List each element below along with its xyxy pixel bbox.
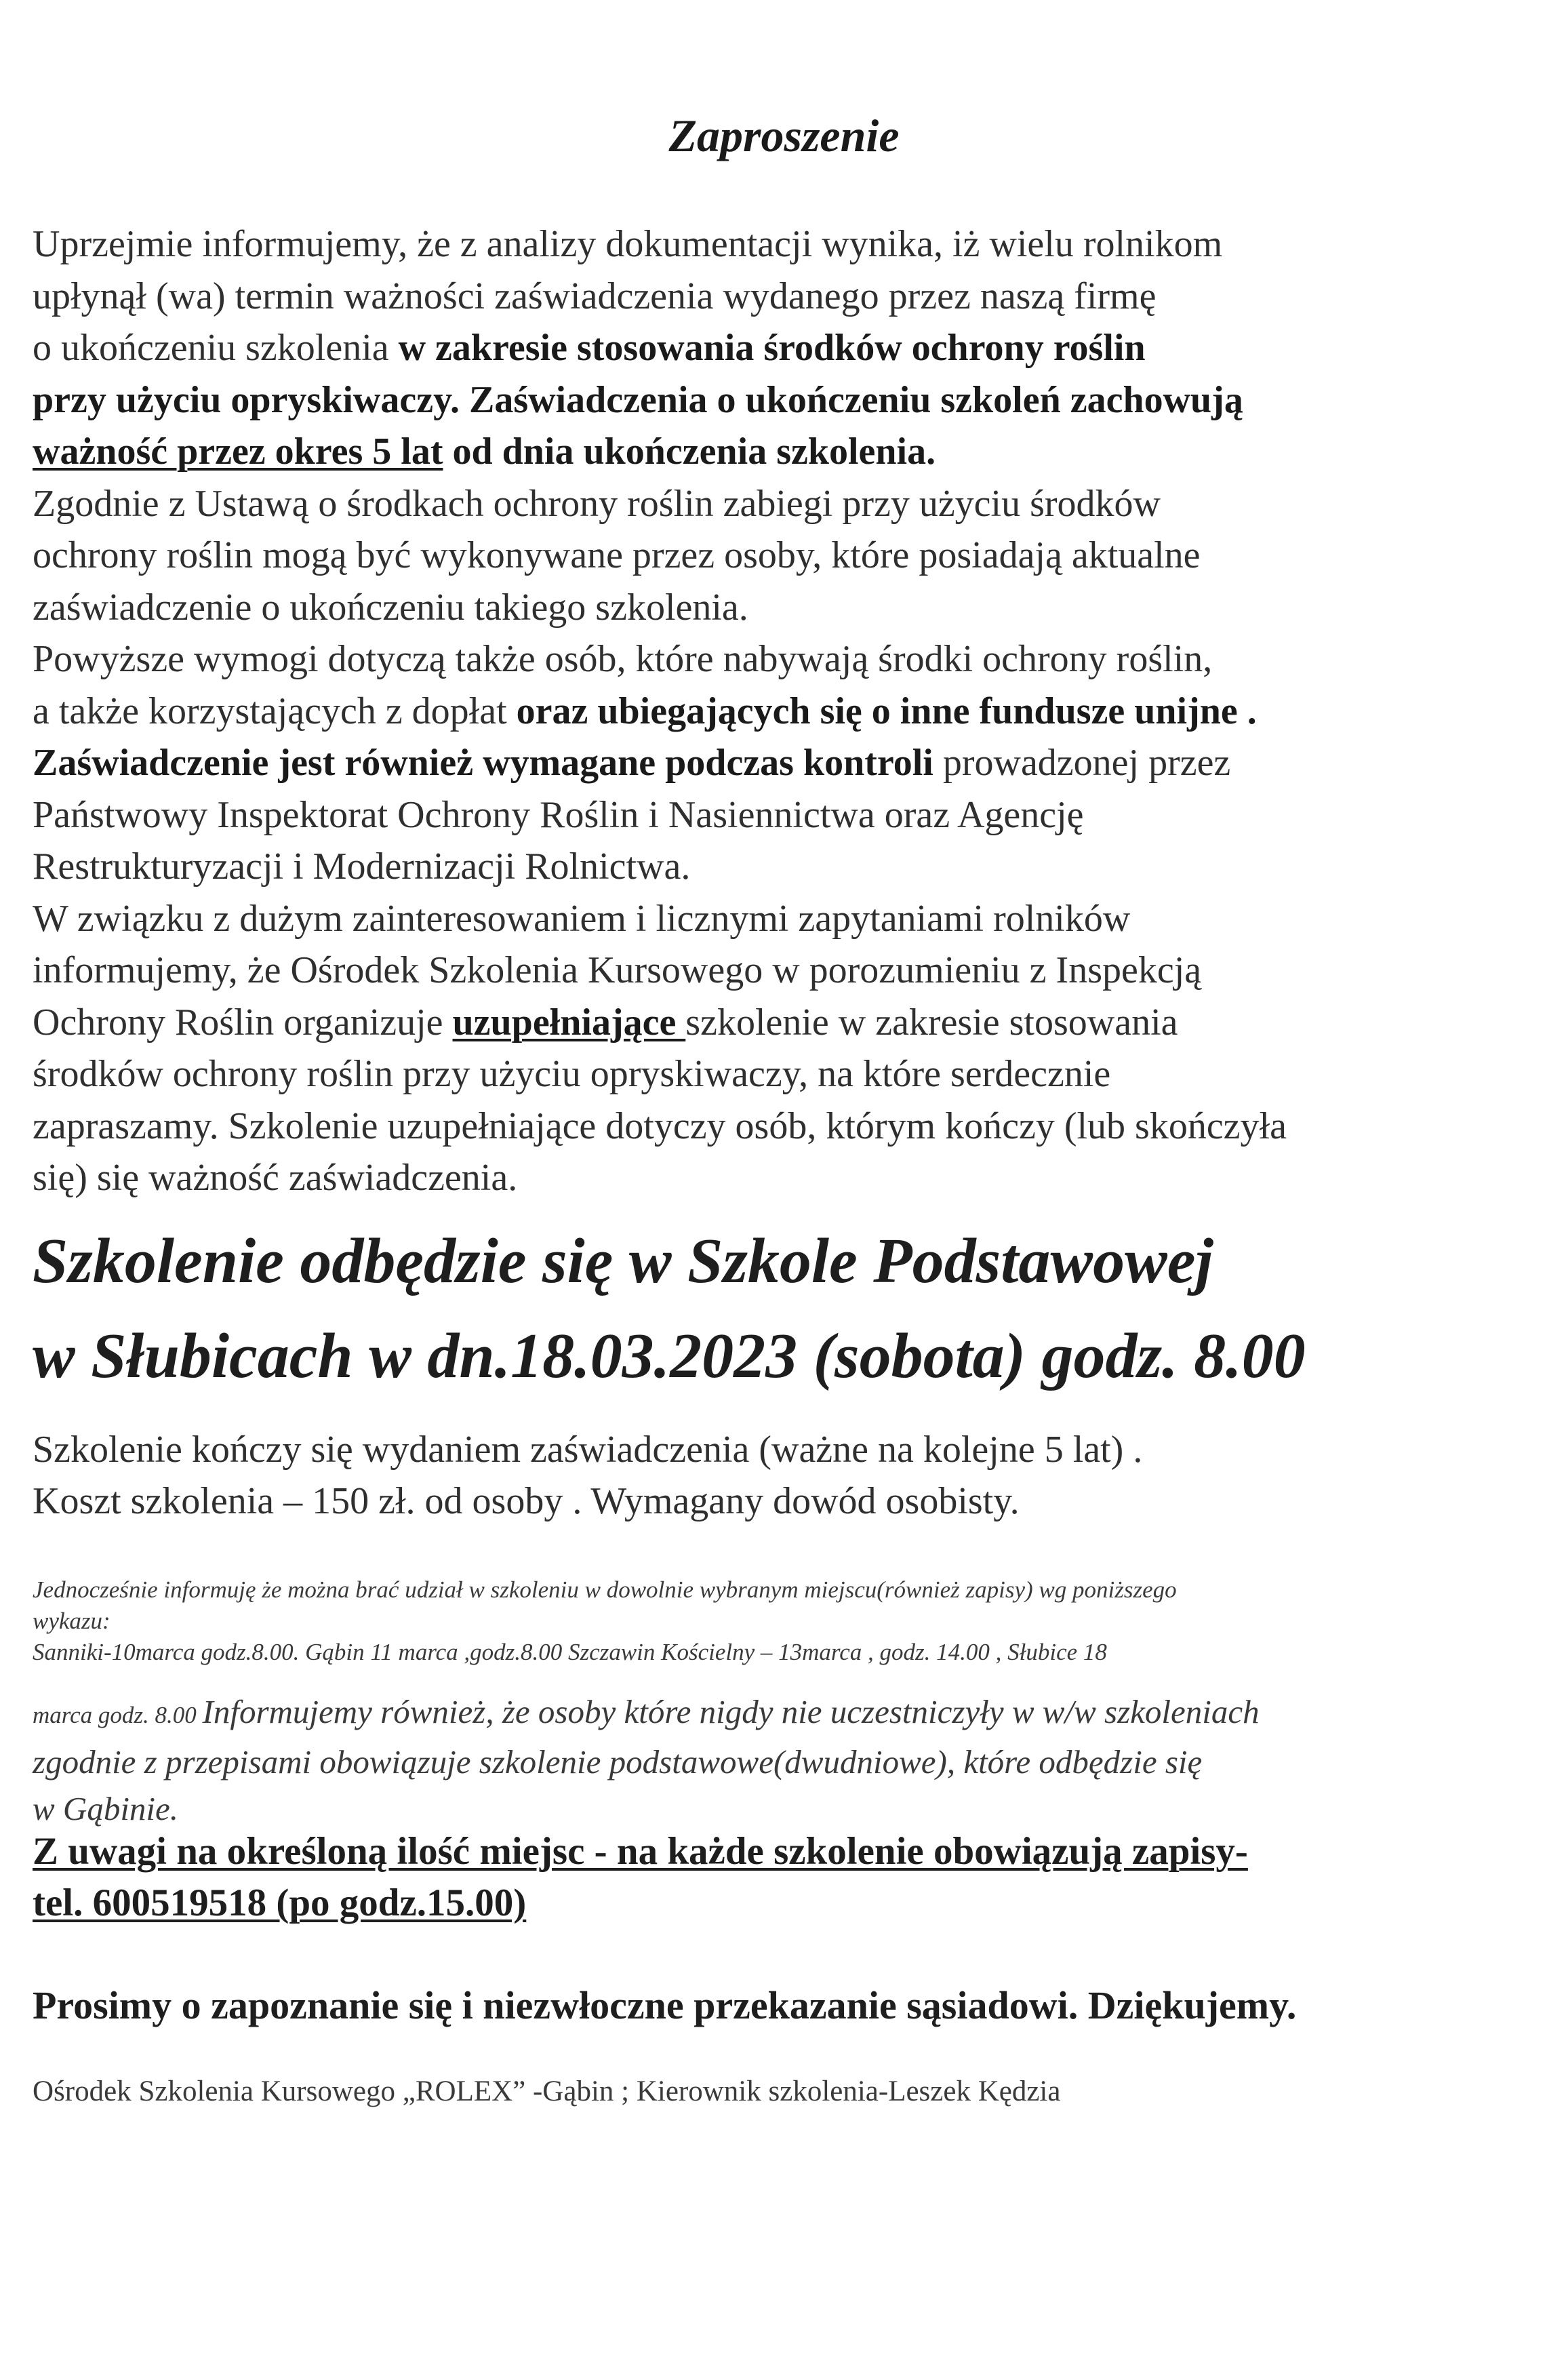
intro-line: ochrony roślin mogą być wykonywane przez osoby, które posiadają aktualne — [33, 534, 1201, 576]
intro-line — [33, 322, 1551, 374]
info-line: Koszt szkolenia – 150 zł. od osoby . Wymagany dowód osobisty. — [33, 1480, 1020, 1522]
intro-line-part: prowadzonej przez — [933, 742, 1231, 784]
intro-line-part: a także korzystających z dopłat — [33, 690, 517, 732]
notice-line: Sanniki-10marca godz.8.00. Gąbin 11 marca ,godz.8.00 Szczawin Kościelny – 13marca , godz. 14.00 , Słubice 18 — [33, 1639, 1107, 1665]
headline-line: w Słubicach w dn.18.03.2023 (sobota) godz. 8.00 — [33, 1321, 1306, 1391]
intro-line: przy użyciu opryskiwaczy. Zaświadczenia o ukończeniu szkoleń zachowują — [33, 378, 1243, 421]
basic-training-notice — [33, 1688, 1558, 1832]
intro-line: Restrukturyzacji i Modernizacji Rolnictwa. — [33, 846, 691, 888]
intro-line: zaświadczenie o ukończeniu takiego szkolenia. — [33, 586, 748, 629]
intro-line: W związku z dużym zainteresowaniem i licznymi zapytaniami rolników — [33, 897, 1131, 940]
intro-line-bold: w zakresie stosowania środków ochrony roślin — [398, 327, 1146, 369]
schedule-list — [33, 1637, 1558, 1668]
notice-line: zgodnie z przepisami obowiązuje szkolenie podstawowe(dwudniowe), które odbędzie się — [33, 1743, 1203, 1781]
intro-line: się) się ważność zaświadczenia. — [33, 1157, 518, 1199]
document-title: Zaproszenie — [668, 110, 900, 161]
intro-line: upłynął (wa) termin ważności zaświadczenia wydanego przez naszą firmę — [33, 275, 1157, 317]
intro-line: Powyższe wymogi dotyczą także osób, które nabywają środki ochrony roślin, — [33, 638, 1213, 680]
intro-line-bold: Zaświadczenie jest również wymagane podczas kontroli — [33, 742, 933, 784]
intro-line — [33, 685, 1551, 738]
notice-line: w Gąbinie. — [33, 1790, 179, 1827]
intro-line — [33, 997, 1551, 1049]
schedule-notice — [33, 1574, 1558, 1637]
training-info — [33, 1424, 1551, 1527]
intro-line: środków ochrony roślin przy użyciu opryskiwaczy, na które serdecznie — [33, 1053, 1111, 1095]
headline-line: Szkolenie odbędzie się w Szkole Podstawowej — [33, 1226, 1213, 1296]
intro-line-part: Ochrony Roślin organizuje — [33, 1001, 453, 1043]
intro-line-bold: oraz ubiegających się o inne fundusze unijne . — [516, 690, 1257, 732]
closing-request: Prosimy o zapoznanie się i niezwłoczne przekazanie sąsiadowi. Dziękujemy. — [33, 1983, 1297, 2027]
intro-line — [33, 737, 1551, 789]
intro-line — [33, 426, 1551, 478]
intro-line: Uprzejmie informujemy, że z analizy dokumentacji wynika, iż wielu rolnikom — [33, 223, 1223, 265]
intro-line-part: szkolenie w zakresie stosowania — [685, 1001, 1178, 1043]
intro-line: Zgodnie z Ustawą o środkach ochrony roślin zabiegi przy użyciu środków — [33, 482, 1161, 525]
intro-line: zapraszamy. Szkolenie uzupełniające dotyczy osób, którym kończy (lub skończyła — [33, 1105, 1287, 1147]
training-headline — [33, 1214, 1565, 1404]
notice-line-part: Informujemy również, że osoby które nigdy nie uczestniczyły w w/w szkoleniach — [202, 1693, 1260, 1730]
notice-line: wykazu: — [33, 1608, 110, 1634]
intro-line-part: o ukończeniu szkolenia — [33, 327, 399, 369]
supplementary-underlined: uzupełniające — [452, 1001, 686, 1043]
info-line: Szkolenie kończy się wydaniem zaświadczenia (ważne na kolejne 5 lat) . — [33, 1429, 1143, 1471]
notice-line-part: marca godz. 8.00 — [33, 1702, 203, 1728]
signup-notice — [33, 1826, 1558, 1929]
validity-underlined: ważność przez okres 5 lat — [33, 431, 443, 473]
notice-line — [33, 1688, 1558, 1738]
intro-line-part: od dnia ukończenia szkolenia. — [443, 431, 936, 473]
notice-line: Jednocześnie informuję że można brać udział w szkoleniu w dowolnie wybranym miejscu(również zapisy) wg poniższego — [33, 1576, 1177, 1603]
intro-line: informujemy, że Ośrodek Szkolenia Kursowego w porozumieniu z Inspekcją — [33, 949, 1202, 991]
signup-line: Z uwagi na określoną ilość miejsc - na każde szkolenie obowiązują zapisy- — [33, 1830, 1248, 1873]
intro-line: Państwowy Inspektorat Ochrony Roślin i Nasiennictwa oraz Agencję — [33, 793, 1084, 836]
intro-text — [33, 218, 1551, 1204]
organizer-footer: Ośrodek Szkolenia Kursowego „ROLEX” -Gąbin ; Kierownik szkolenia-Leszek Kędzia — [33, 2075, 1061, 2107]
signup-phone: tel. 600519518 (po godz.15.00) — [33, 1882, 527, 1924]
